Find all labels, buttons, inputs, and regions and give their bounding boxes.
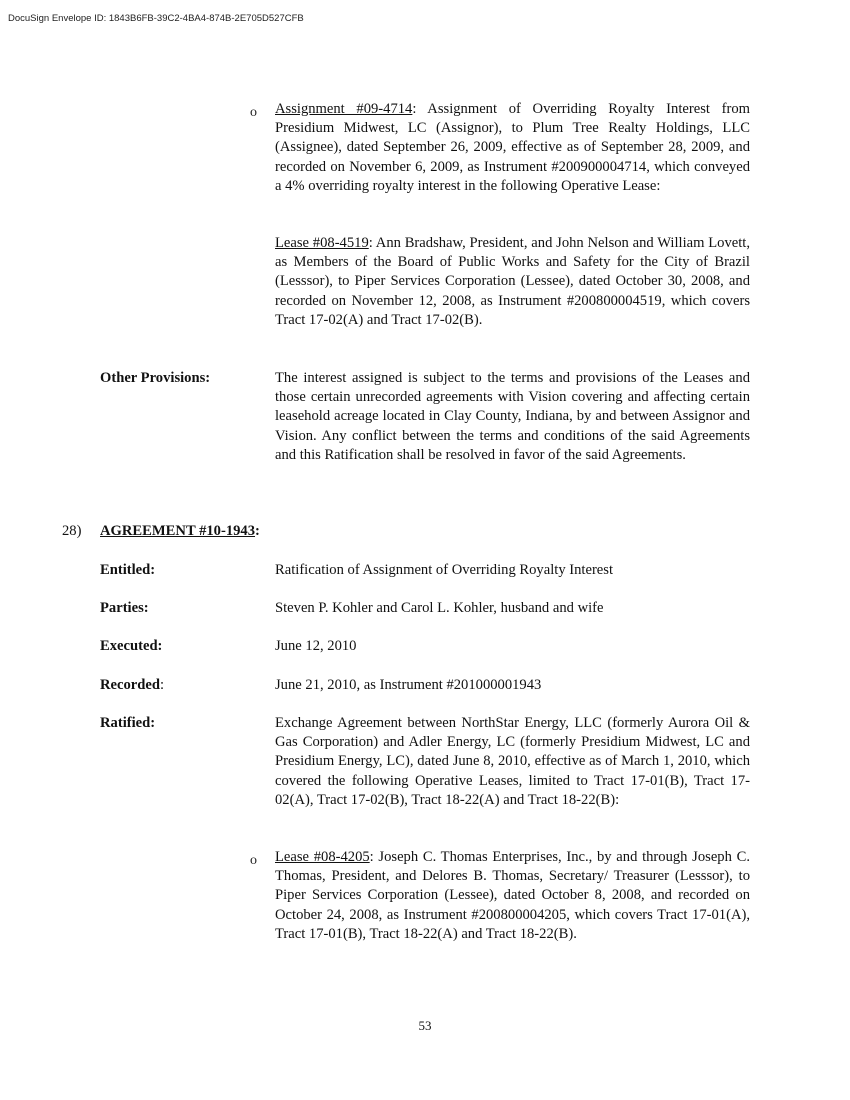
parties-label: Parties: <box>100 600 149 616</box>
assignment-text: : Assignment of Overriding Royalty Interest from Presidium Midwest, LC (Assignor), to Plum Tree Realty Holdings, LLC (Assignee), dated September 26, 2009, effective as of September 28, 2009, and recorded on November 6, 2009, as Instrument #200900004714, which conveyed a 4% overriding royalty interest in the following Operative Lease: <box>275 101 750 194</box>
lease-4519-paragraph <box>275 234 750 330</box>
recorded-label <box>100 676 164 695</box>
lease-4205-title: Lease #08-4205 <box>275 849 370 865</box>
bullet-icon: o <box>250 853 257 868</box>
entitled-label: Entitled: <box>100 562 156 578</box>
lease-4519-text: : Ann Bradshaw, President, and John Nelson and William Lovett, as Members of the Board of Public Works and Safety for the City of Brazil (Lesssor), to Piper Services Corporation (Lessee), dated October 30, 2008, and recorded on November 12, 2008, as Instrument #200800004519, which covers Tract 17-02(A) and Tract 17-02(B). <box>275 235 750 328</box>
entitled-value: Ratification of Assignment of Overriding Royalty Interest <box>275 562 614 578</box>
section-number: 28) <box>62 523 82 539</box>
page-number: 53 <box>418 1018 432 1033</box>
assignment-title: Assignment #09-4714 <box>275 101 413 117</box>
executed-label: Executed: <box>100 638 163 654</box>
section-colon: : <box>255 523 260 539</box>
assignment-paragraph <box>275 100 750 196</box>
recorded-colon: : <box>159 677 165 693</box>
section-title: AGREEMENT #10-1943 <box>100 523 256 539</box>
other-provisions-text: The interest assigned is subject to the terms and provisions of the Leases and those certain unrecorded agreements with Vision covering and affecting certain leasehold acreage located in Clay County, Indiana, by and between Assignor and Vision. Any conflict between the terms and conditions of the said Agreements and this Ratification shall be resolved in favor of the said Agreements. <box>275 370 750 463</box>
ratified-value: Exchange Agreement between NorthStar Energy, LLC (formerly Aurora Oil & Gas Corporation) and Adler Energy, LC (formerly Presidium Midwest, LC and Presidium Energy, LC), dated June 8, 2010, effective as of March 1, 2010, which covered the following Operative Leases, limited to Tract 17-01(B), Tract 17-02(A), Tract 17-02(B), Tract 18-22(A) and Tract 18-22(B): <box>275 715 750 808</box>
executed-value: June 12, 2010 <box>275 638 357 654</box>
envelope-id: DocuSign Envelope ID: 1843B6FB-39C2-4BA4-874B-2E705D527CFB <box>8 13 304 24</box>
recorded-value: June 21, 2010, as Instrument #201000001943 <box>275 677 542 693</box>
lease-4205-text: : Joseph C. Thomas Enterprises, Inc., by and through Joseph C. Thomas, President, and Delores B. Thomas, Secretary/ Treasurer (Lesssor), to Piper Services Corporation (Lessee), dated October 8, 2008, and recorded on October 24, 2008, as Instrument #200800004205, which covers Tract 17-01(A), Tract 17-01(B), Tract 18-22(A) and Tract 18-22(B). <box>275 849 750 942</box>
lease-4205-paragraph <box>275 848 750 944</box>
other-provisions-label: Other Provisions: <box>100 370 211 386</box>
section-heading <box>100 522 260 541</box>
lease-4519-title: Lease #08-4519 <box>275 235 369 251</box>
bullet-icon: o <box>250 105 257 120</box>
parties-value: Steven P. Kohler and Carol L. Kohler, husband and wife <box>275 600 604 616</box>
ratified-label: Ratified: <box>100 715 156 731</box>
recorded-label-text: Recorded <box>100 677 160 693</box>
